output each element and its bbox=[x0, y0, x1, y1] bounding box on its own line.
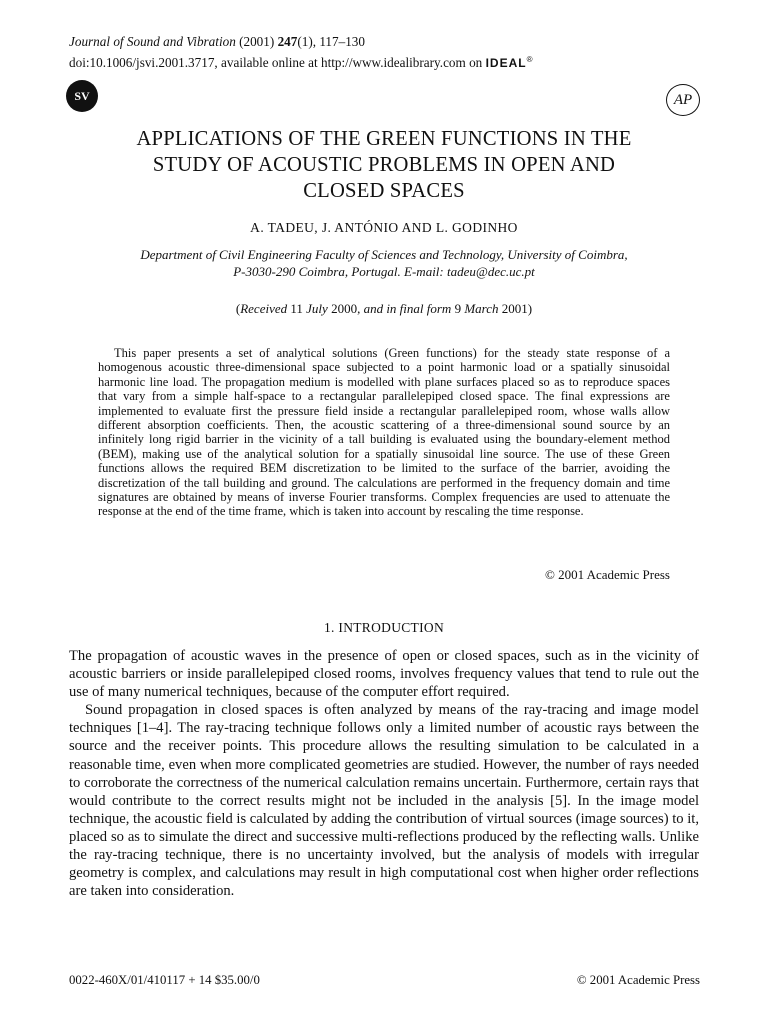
journal-year: (2001) bbox=[239, 34, 275, 49]
final-year: 2001) bbox=[501, 301, 533, 316]
ideal-logo: IDEAL® bbox=[485, 55, 534, 70]
doi-line bbox=[69, 51, 689, 72]
body-paragraph: The propagation of acoustic waves in the presence of open or closed spaces, such as in the vicinity of acoustic barriers or inside parallelepiped closed rooms, involves frequency values that tend to rule out the use of many numerical techniques, because of the computer effort required. bbox=[69, 648, 699, 701]
affiliation-line: P-3030-290 Coimbra, Portugal. E-mail: tadeu@dec.uc.pt bbox=[233, 264, 535, 279]
paper-title bbox=[60, 126, 708, 204]
footer-price-code: 0022-460X/01/410117 + 14 $35.00/0 bbox=[69, 973, 260, 987]
introduction-body bbox=[69, 647, 699, 900]
journal-issue-pages: (1), 117–130 bbox=[297, 34, 365, 49]
sv-logo: SV bbox=[66, 80, 98, 112]
journal-name: Journal of Sound and Vibration bbox=[69, 34, 236, 49]
journal-header bbox=[69, 33, 689, 72]
title-line: CLOSED SPACES bbox=[303, 180, 465, 202]
abstract bbox=[98, 346, 670, 519]
journal-citation bbox=[69, 33, 689, 51]
authors: A. TADEU, J. ANTÓNIO AND L. GODINHO bbox=[250, 220, 518, 235]
section-heading: 1. INTRODUCTION bbox=[324, 620, 444, 635]
received-label: Received bbox=[240, 301, 288, 316]
footer-copyright: © 2001 Academic Press bbox=[576, 973, 700, 987]
received-month: July bbox=[306, 301, 328, 316]
final-month: March bbox=[464, 301, 499, 316]
abstract-text: This paper presents a set of analytical solutions (Green functions) for the steady state response of a homogenous acoustic three-dimensional space subjected to a point harmonic load or a spatially sinusoidal harmonic line load. The propagation medium is modelled with plane surfaces placed so as to reproduce spaces that vary from a simple half-space to a rectangular parallelepiped closed space. The final expressions are implemented to evaluate first the pressure field inside a rectangular parallelepiped room, whose walls allow different absorption coefficients. Then, the acoustic scattering of a three-dimensional sound source by an infinitely long rigid barrier in the vicinity of a tall building is evaluated using the boundary-element method (BEM), making use of the analytical solution for a spatially sinusoidal line source. The use of these Green functions allows the required BEM discretization to be limited to the surface of the barrier, avoiding the discretization of the tall building and ground. The calculations are performed in the frequency domain and time signatures are obtained by means of inverse Fourier transforms. Complex frequencies are used to attenuate the response at the end of the time frame, which is taken into account by rescaling the time response. bbox=[98, 346, 670, 519]
received-year: 2000, bbox=[331, 301, 361, 316]
received-dates: (Received 11 July 2000, and in final form 9 March 2001) bbox=[235, 301, 533, 316]
title-line: STUDY OF ACOUSTIC PROBLEMS IN OPEN AND bbox=[152, 154, 616, 176]
affiliation bbox=[90, 246, 678, 280]
journal-volume: 247 bbox=[277, 34, 298, 49]
ap-logo: AP bbox=[666, 84, 700, 116]
registered-mark: ® bbox=[526, 55, 534, 64]
affiliation-line: Department of Civil Engineering Faculty of Sciences and Technology, University of Coimbra, bbox=[140, 247, 628, 262]
final-form-label: and in final form bbox=[363, 301, 452, 316]
received-day: 11 bbox=[290, 301, 303, 316]
abstract-copyright: © 2001 Academic Press bbox=[544, 567, 670, 582]
body-paragraph: Sound propagation in closed spaces is often analyzed by means of the ray-tracing and image model techniques [1–4]. The ray-tracing technique follows only a limited number of acoustic rays between the source and the receiver points. This procedure allows the resulting simulation to be calculated in a reasonable time, even when more complicated geometries are studied. However, the number of rays needed to corroborate the correctness of the numerical calculation remains uncertain. Furthermore, certain rays that would contribute to the correct results might not be included in the analysis [5]. In the image model technique, the acoustic field is calculated by adding the contribution of virtual sources (image sources) to it, placed so as to simulate the direct and successive multi-reflections produced by the reflecting walls. Unlike the ray-tracing technique, there is no uncertainty involved, but the analysis of models with irregular geometry is complex, and calculations may result in high computational cost when higher order reflections are taken into consideration. bbox=[69, 702, 699, 900]
final-day: 9 bbox=[454, 301, 462, 316]
doi-text: doi:10.1006/jsvi.2001.3717, available online at http://www.idealibrary.com on bbox=[69, 55, 483, 70]
title-line: APPLICATIONS OF THE GREEN FUNCTIONS IN THE bbox=[136, 128, 632, 150]
